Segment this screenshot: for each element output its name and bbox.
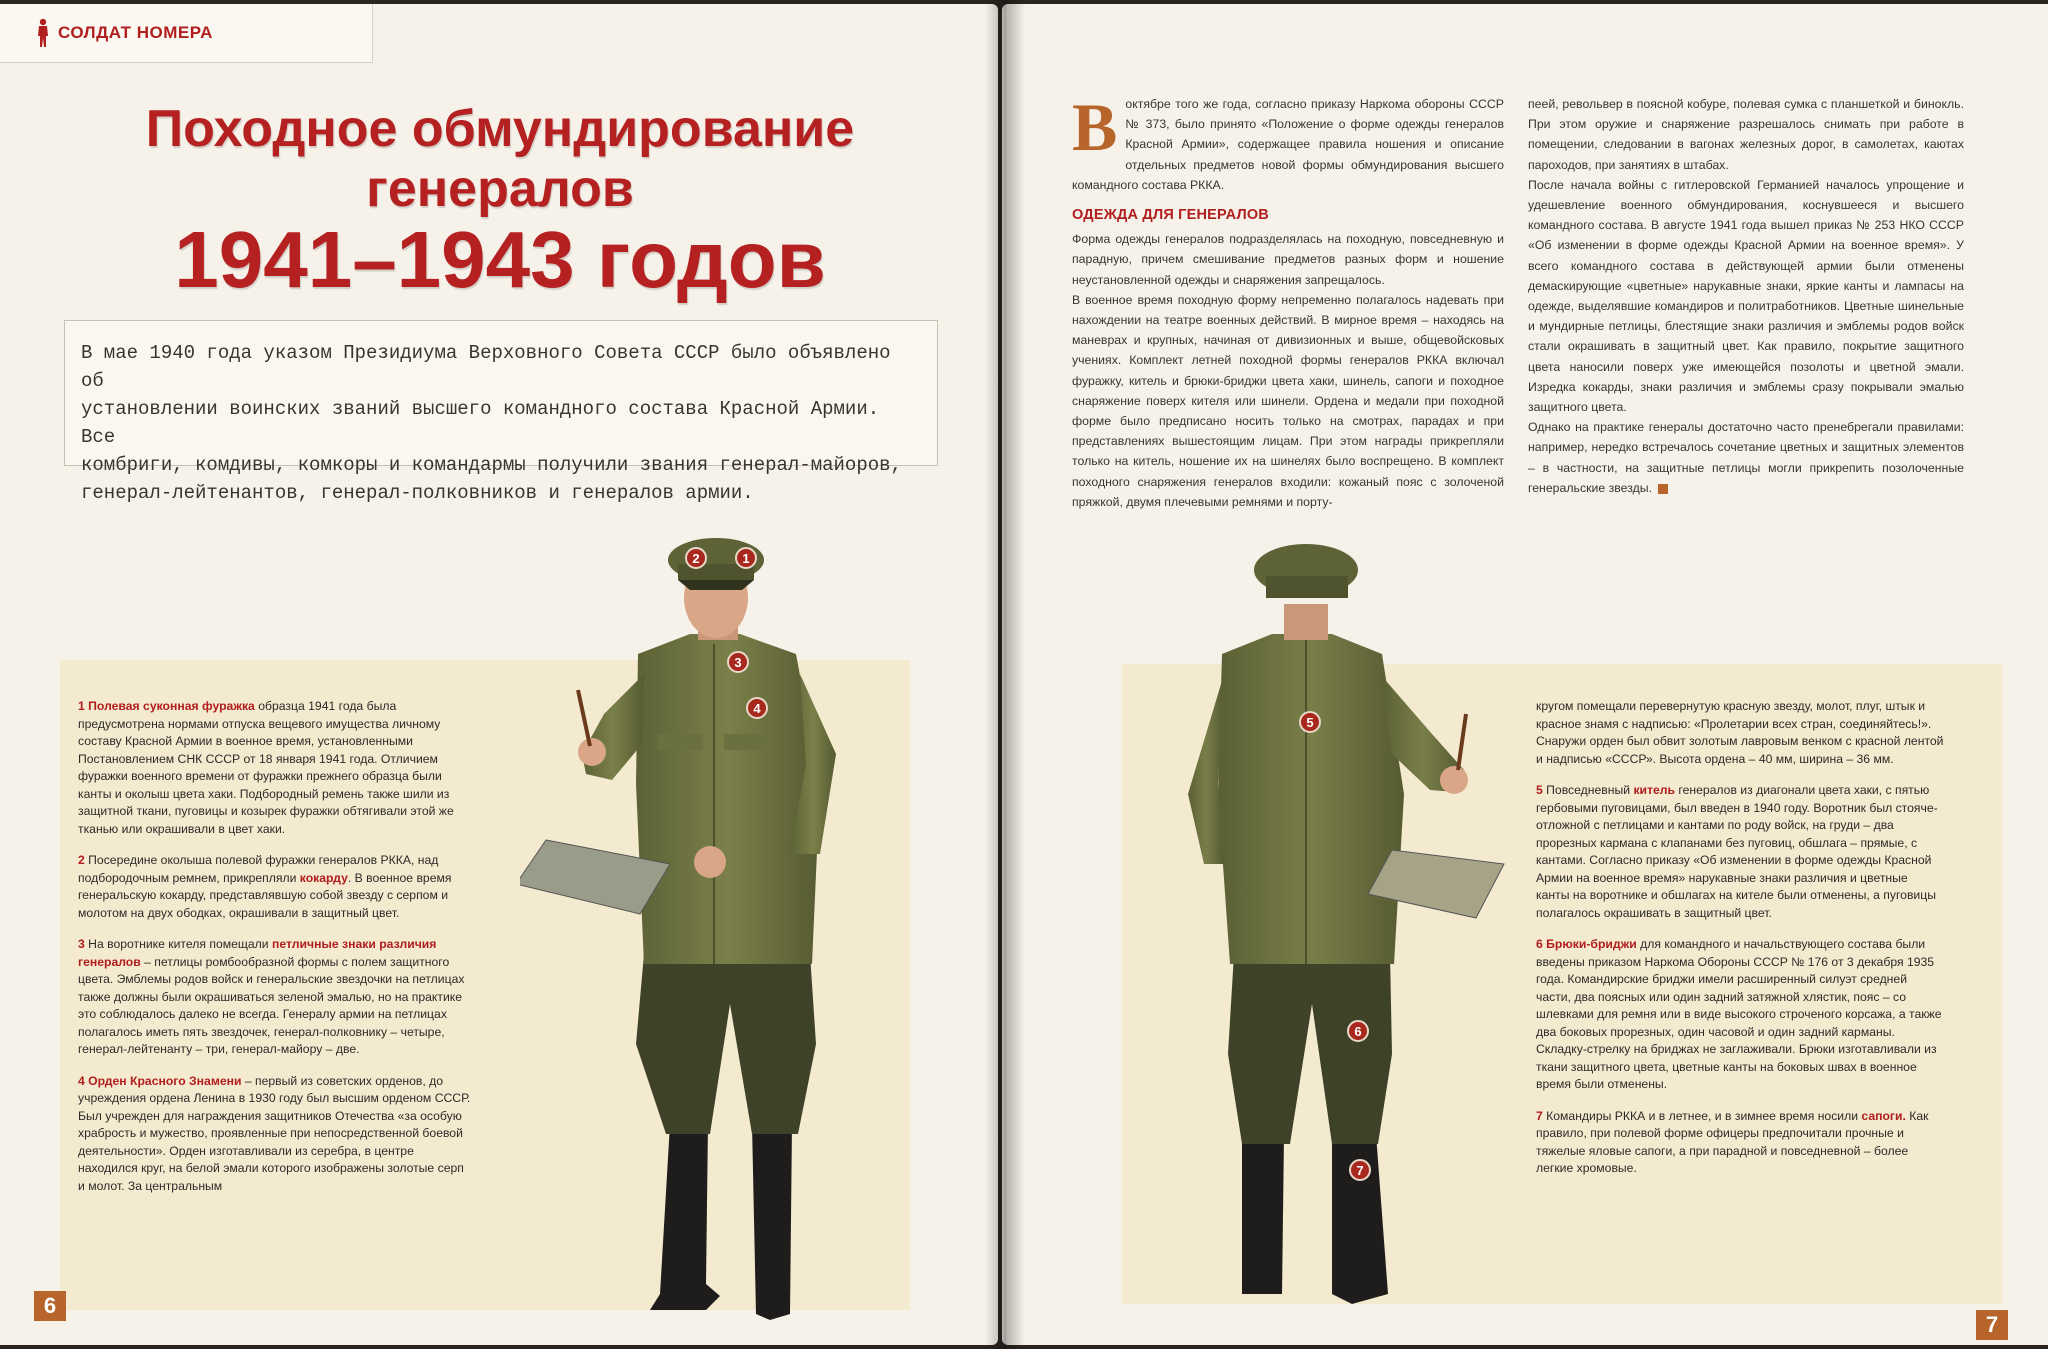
intro-box	[64, 320, 938, 504]
paragraph: В военное время походную форму непременно полагалось надевать при нахождении на театре военных действий. В мирное время – находясь на маневрах и крупных, начиная от дивизионных и выше, общевойсковых учениях. Комплект летней походной формы генералов РККА включал фуражку, китель и брюки-бриджи цвета хаки, шинель, сапоги и походное снаряжение поверх кителя или шинели. Ордена и медали при походной форме было предписано носить только на смотрах, парадах и при представлениях вышестоящим лицам. При этом награды прикрепляли только на китель, ношение их на шинелях было воспрещено. В комплект походного снаряжения генералов входили: кожаный пояс с золоченой пряжкой, двумя плечевыми ремнями и порту-	[1072, 292, 1504, 509]
drop-cap: В	[1072, 89, 1118, 165]
marker-2: 2	[685, 547, 707, 569]
paragraph: После начала войны с гитлеровской Германией началось упрощение и удешевление военного обмундирования, коснувшееся и высшего командного состава. В августе 1941 года вышел приказ № 253 НКО СССР «Об изменении в форме одежды Красной Армии на военное время». У всего командного состава в действующей армии были отменены демаскирующие «цветные» нарукавные знаки, яркие канты и лампасы на одежде, выделявшие командиров и политработников. Цветные шинельные и мундирные петлицы, блестящие знаки различия и эмблемы родов войск стали окрашивать в защитный цвет. Как правило, покрытие защитного цвета наносили поверх уже имеющейся позолоты и цветной эмали. Изредка кокарды, знаки различия и эмблемы сразу покрывали эмалью защитного цвета.	[1528, 177, 1964, 415]
intro-line: комбриги, комдивы, комкоры и командармы получили звания генерал-майоров,	[81, 454, 902, 476]
marker-1: 1	[735, 547, 757, 569]
marker-6: 6	[1347, 1020, 1369, 1042]
subhead: ОДЕЖДА ДЛЯ ГЕНЕРАЛОВ	[1072, 207, 1269, 224]
right-column-2	[1528, 94, 1964, 498]
left-page	[0, 4, 998, 1345]
section-header	[0, 4, 373, 63]
paragraph: Форма одежды генералов подразделялась на походную, повседневную и парадную, причем смешивание предметов разных форм и ношение неустановленной одежды и снаряжения запрещалось.	[1072, 232, 1504, 287]
note-3: 3 На воротнике кителя помещали петличные знаки различия генералов – петлицы ромбообразной формы с полем защитного цвета. Эмблемы родов войск и генеральские звездочки на петлицах также должны были окрашиваться зеленой эмалью, но на практике это соблюдалось далеко не всегда. Генералу армии на петлицах полагалось иметь пять звездочек, генерал-полковнику – четыре, генерал-лейтенанту – три, генерал-майору – две.	[78, 937, 465, 1056]
paragraph: пеей, револьвер в поясной кобуре, полевая сумка с планшеткой и бинокль. При этом оружие и снаряжение разрешалось снимать при работе в помещении, следовании в вагонах железных дорог, в самолетах, каютах пароходов, при занятиях в штабах.	[1528, 97, 1964, 172]
soldier-silhouette-icon	[36, 18, 50, 48]
note-5: 5 Повседневный китель генералов из диагонали цвета хаки, с пятью гербовыми пуговицами, был введен в 1940 году. Воротник был стояче-отложной с петлицами и кантами по роду войск, на груди – два прорезных кармана с клапанами без пуговиц, обшлага – прямые, с кантами. Согласно приказу «Об изменении в форме одежды Красной Армии на военное время» нарукавные знаки различия и цветные канты на воротнике и обшлагах на кителе были отменены, а пуговицы полагалось окрашивать в защитный цвет.	[1536, 783, 1938, 920]
note-4: 4 Орден Красного Знамени – первый из советских орденов, до учреждения ордена Ленина в 1930 году был высшим орденом СССР. Был учрежден для награждения защитников Отечества «за особую храбрость и мужество, проявленные при непосредственной боевой деятельности». Орден изготавливали из серебра, в центре находился круг, на белой эмали которого изображены золотые серп и молот. За центральным	[78, 1073, 471, 1193]
page-number-right: 7	[1976, 1310, 2008, 1340]
note-6: 6 Брюки-бриджи для командного и начальствующего состава были введены приказом Наркома Обороны СССР № 176 от 3 декабря 1935 года. Командирские бриджи имели расширенный силуэт средней части, два поясных или один задний затяжной хлястик, пояс – со шлевками для ремня или в виде высокого строченого корсажа, а также два боковых прорезных, один часовой и один задний карманы. Складку-стрелку на бриджах не заглаживали. Брюки изготавливали из ткани защитного цвета, цветные канты на боковых швах в военное время были отменены.	[1536, 937, 1942, 1091]
note-1: 1 Полевая суконная фуражка образца 1941 года была предусмотрена нормами отпуска вещевого имущества личному составу Красной Армии в военное время, установленными Постановлением СНК СССР от 18 января 1941 года. Отличием фуражки военного времени от фуражки прежнего образца были канты и околыш цвета хаки. Подбородный ремень также шили из защитной ткани, пуговицы и козырек фуражки обтягивали этой же тканью или окрашивали в цвет хаки.	[78, 699, 454, 836]
marker-4: 4	[746, 697, 768, 719]
marker-3: 3	[727, 651, 749, 673]
intro-line: В мае 1940 года указом Президиума Верховного Совета СССР было объявлено об	[81, 342, 891, 392]
right-column-1	[1072, 89, 1504, 512]
page-number-left: 6	[34, 1291, 66, 1321]
intro-line: генерал-лейтенантов, генерал-полковников и генералов армии.	[81, 482, 754, 504]
note-2: 2 Посередине околыша полевой фуражки генералов РККА, над подбородочным ремнем, прикрепляли кокарду. В военное время генеральскую кокарду, представлявшую собой звезду с серпом и молотом на двух ободках, окрашивали в защитный цвет.	[78, 853, 452, 920]
section-label: СОЛДАТ НОМЕРА	[58, 23, 213, 42]
general-back-illustration	[1172, 534, 1522, 1314]
note-7: 7 Командиры РККА и в летнее, и в зимнее время носили сапоги. Как правило, при полевой форме офицеры предпочитали прочные и тяжелые яловые сапоги, а при парадной и повседневной – более легкие хромовые.	[1536, 1108, 1929, 1175]
right-page	[1002, 4, 2048, 1345]
paragraph: Однако на практике генералы достаточно часто пренебрегали правилами: например, нередко встречалось сочетание цветных и защитных элементов – в частности, на защитные петлицы могли прикрепить позолоченные генеральские звезды.	[1528, 420, 1964, 495]
general-front-illustration	[520, 524, 860, 1324]
end-mark-icon	[1658, 484, 1668, 494]
note-continuation: кругом помещали перевернутую красную звезду, молот, плуг, штык и красное знамя с надписью: «Пролетарии всех стран, соединяйтесь!». Снаружи орден был обвит золотым лавровым венком с красной лентой и надписью «СССР». Высота ордена – 40 мм, ширина – 36 мм.	[1536, 699, 1944, 766]
title-line-2: генералов	[366, 160, 634, 218]
marker-7: 7	[1349, 1159, 1371, 1181]
title-line-1: Походное обмундирование	[145, 100, 855, 158]
intro-line: установлении воинских званий высшего командного состава Красной Армии. Все	[81, 398, 880, 448]
right-intro: В октябре того же года, согласно приказу Наркома обороны СССР № 373, было принято «Положение о форме одежды генералов Красной Армии», содержащее правила ношения и описание отдельных предметов новой формы обмундирования высшего командного состава РККА.	[1072, 89, 1504, 192]
left-notes	[78, 698, 472, 1209]
title-line-3: 1941–1943 годов	[174, 215, 826, 304]
book-gutter	[985, 0, 1025, 1349]
right-notes	[1536, 698, 1944, 1192]
marker-5: 5	[1299, 711, 1321, 733]
